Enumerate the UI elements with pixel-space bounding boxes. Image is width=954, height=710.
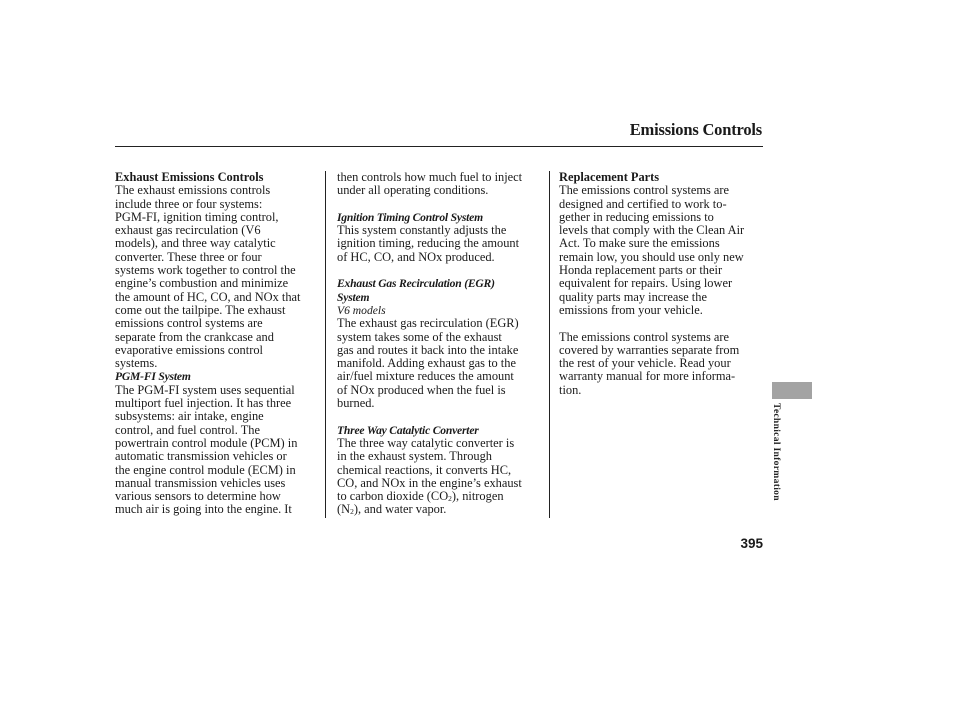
section-heading: Exhaust Emissions Controls bbox=[115, 170, 264, 184]
subsection-heading: Exhaust Gas Recirculation (EGR) bbox=[337, 277, 495, 291]
body-line: The emissions control systems are bbox=[559, 329, 729, 344]
column-1 bbox=[115, 171, 323, 517]
subsection-heading: System bbox=[337, 290, 370, 304]
body-line: designed and certified to work to- bbox=[559, 196, 727, 211]
body-line: Honda replacement parts or their bbox=[559, 263, 723, 278]
text-fragment: to carbon dioxide (CO bbox=[337, 489, 449, 504]
subsection-heading: PGM-FI System bbox=[115, 370, 191, 384]
body-line: air/fuel mixture reduces the amount bbox=[337, 369, 514, 384]
paragraph-gap bbox=[337, 264, 545, 277]
body-line: control, and fuel control. The bbox=[115, 422, 260, 437]
body-line: of HC, CO, and NOx produced. bbox=[337, 249, 495, 264]
section-heading: Replacement Parts bbox=[559, 170, 660, 184]
body-line: the engine control module (ECM) in bbox=[115, 462, 296, 477]
subsection-heading: Ignition Timing Control System bbox=[337, 210, 483, 224]
section-tab-label: Technical Information bbox=[771, 403, 782, 501]
model-note: V6 models bbox=[337, 303, 386, 317]
body-line: manual transmission vehicles uses bbox=[115, 475, 286, 490]
column-divider-2 bbox=[549, 171, 550, 518]
body-line: covered by warranties separate from bbox=[559, 342, 740, 357]
body-line: various sensors to determine how bbox=[115, 489, 281, 504]
text-fragment: (N bbox=[337, 502, 351, 517]
body-line: This system constantly adjusts the bbox=[337, 223, 507, 238]
body-line: under all operating conditions. bbox=[337, 183, 489, 198]
body-line: equivalent for repairs. Using lower bbox=[559, 276, 733, 291]
body-line: tion. bbox=[559, 382, 582, 397]
body-line: The three way catalytic converter is bbox=[337, 435, 515, 450]
body-line: The emissions control systems are bbox=[559, 183, 729, 198]
body-line: systems work together to control the bbox=[115, 263, 296, 278]
body-line: of NOx produced when the fuel is bbox=[337, 382, 506, 397]
page-title: Emissions Controls bbox=[629, 120, 762, 139]
body-line: CO, and NOx in the engine’s exhaust bbox=[337, 475, 522, 490]
column-divider-1 bbox=[325, 171, 326, 518]
body-line: manifold. Adding exhaust gas to the bbox=[337, 356, 516, 371]
body-line: converter. These three or four bbox=[115, 249, 262, 264]
text-fragment: ), and water vapor. bbox=[353, 502, 447, 517]
body-line: quality parts may increase the bbox=[559, 289, 707, 304]
body-line: remain low, you should use only new bbox=[559, 249, 744, 264]
column-2 bbox=[337, 171, 545, 517]
body-line: PGM-FI, ignition timing control, bbox=[115, 209, 279, 224]
text-fragment: ), nitrogen bbox=[451, 489, 504, 504]
column-3 bbox=[559, 171, 763, 397]
body-line: subsystems: air intake, engine bbox=[115, 409, 264, 424]
body-line: separate from the crankcase and bbox=[115, 329, 274, 344]
body-line: powertrain control module (PCM) in bbox=[115, 435, 298, 450]
title-rule bbox=[115, 146, 763, 147]
body-line: The PGM-FI system uses sequential bbox=[115, 382, 295, 397]
page-number: 395 bbox=[740, 536, 763, 551]
body-line: evaporative emissions control bbox=[115, 342, 263, 357]
body-line: The exhaust gas recirculation (EGR) bbox=[337, 316, 519, 331]
paragraph-gap bbox=[337, 410, 545, 423]
body-line: emissions from your vehicle. bbox=[559, 302, 703, 317]
body-line: gether in reducing emissions to bbox=[559, 209, 714, 224]
body-line: models), and three way catalytic bbox=[115, 236, 276, 251]
body-line: The exhaust emissions controls bbox=[115, 183, 271, 198]
body-line: automatic transmission vehicles or bbox=[115, 449, 287, 464]
body-line: chemical reactions, it converts HC, bbox=[337, 462, 512, 477]
body-line: come out the tailpipe. The exhaust bbox=[115, 302, 286, 317]
body-line: warranty manual for more informa- bbox=[559, 369, 736, 384]
paragraph-gap bbox=[337, 198, 545, 211]
body-line: Act. To make sure the emissions bbox=[559, 236, 720, 251]
body-line: systems. bbox=[115, 356, 158, 371]
body-line: engine’s combustion and minimize bbox=[115, 276, 289, 291]
body-line bbox=[337, 503, 545, 516]
subsection-heading: Three Way Catalytic Converter bbox=[337, 423, 479, 437]
body-line: then controls how much fuel to inject bbox=[337, 170, 523, 184]
paragraph-gap bbox=[559, 317, 763, 330]
body-line: gas and routes it back into the intake bbox=[337, 342, 519, 357]
subscript: 2 bbox=[448, 494, 452, 504]
body-line: exhaust gas recirculation (V6 bbox=[115, 223, 261, 238]
body-line: ignition timing, reducing the amount bbox=[337, 236, 520, 251]
body-line bbox=[337, 490, 545, 503]
body-line: burned. bbox=[337, 396, 375, 411]
section-tab bbox=[772, 382, 812, 399]
body-line: in the exhaust system. Through bbox=[337, 449, 492, 464]
body-line: the amount of HC, CO, and NOx that bbox=[115, 289, 301, 304]
body-line: system takes some of the exhaust bbox=[337, 329, 502, 344]
body-line: levels that comply with the Clean Air bbox=[559, 223, 745, 238]
body-line: multiport fuel injection. It has three bbox=[115, 396, 292, 411]
body-line: include three or four systems: bbox=[115, 196, 263, 211]
body-line: the rest of your vehicle. Read your bbox=[559, 356, 731, 371]
body-line: emissions control systems are bbox=[115, 316, 263, 331]
body-line: much air is going into the engine. It bbox=[115, 502, 292, 517]
subscript: 2 bbox=[350, 507, 354, 517]
